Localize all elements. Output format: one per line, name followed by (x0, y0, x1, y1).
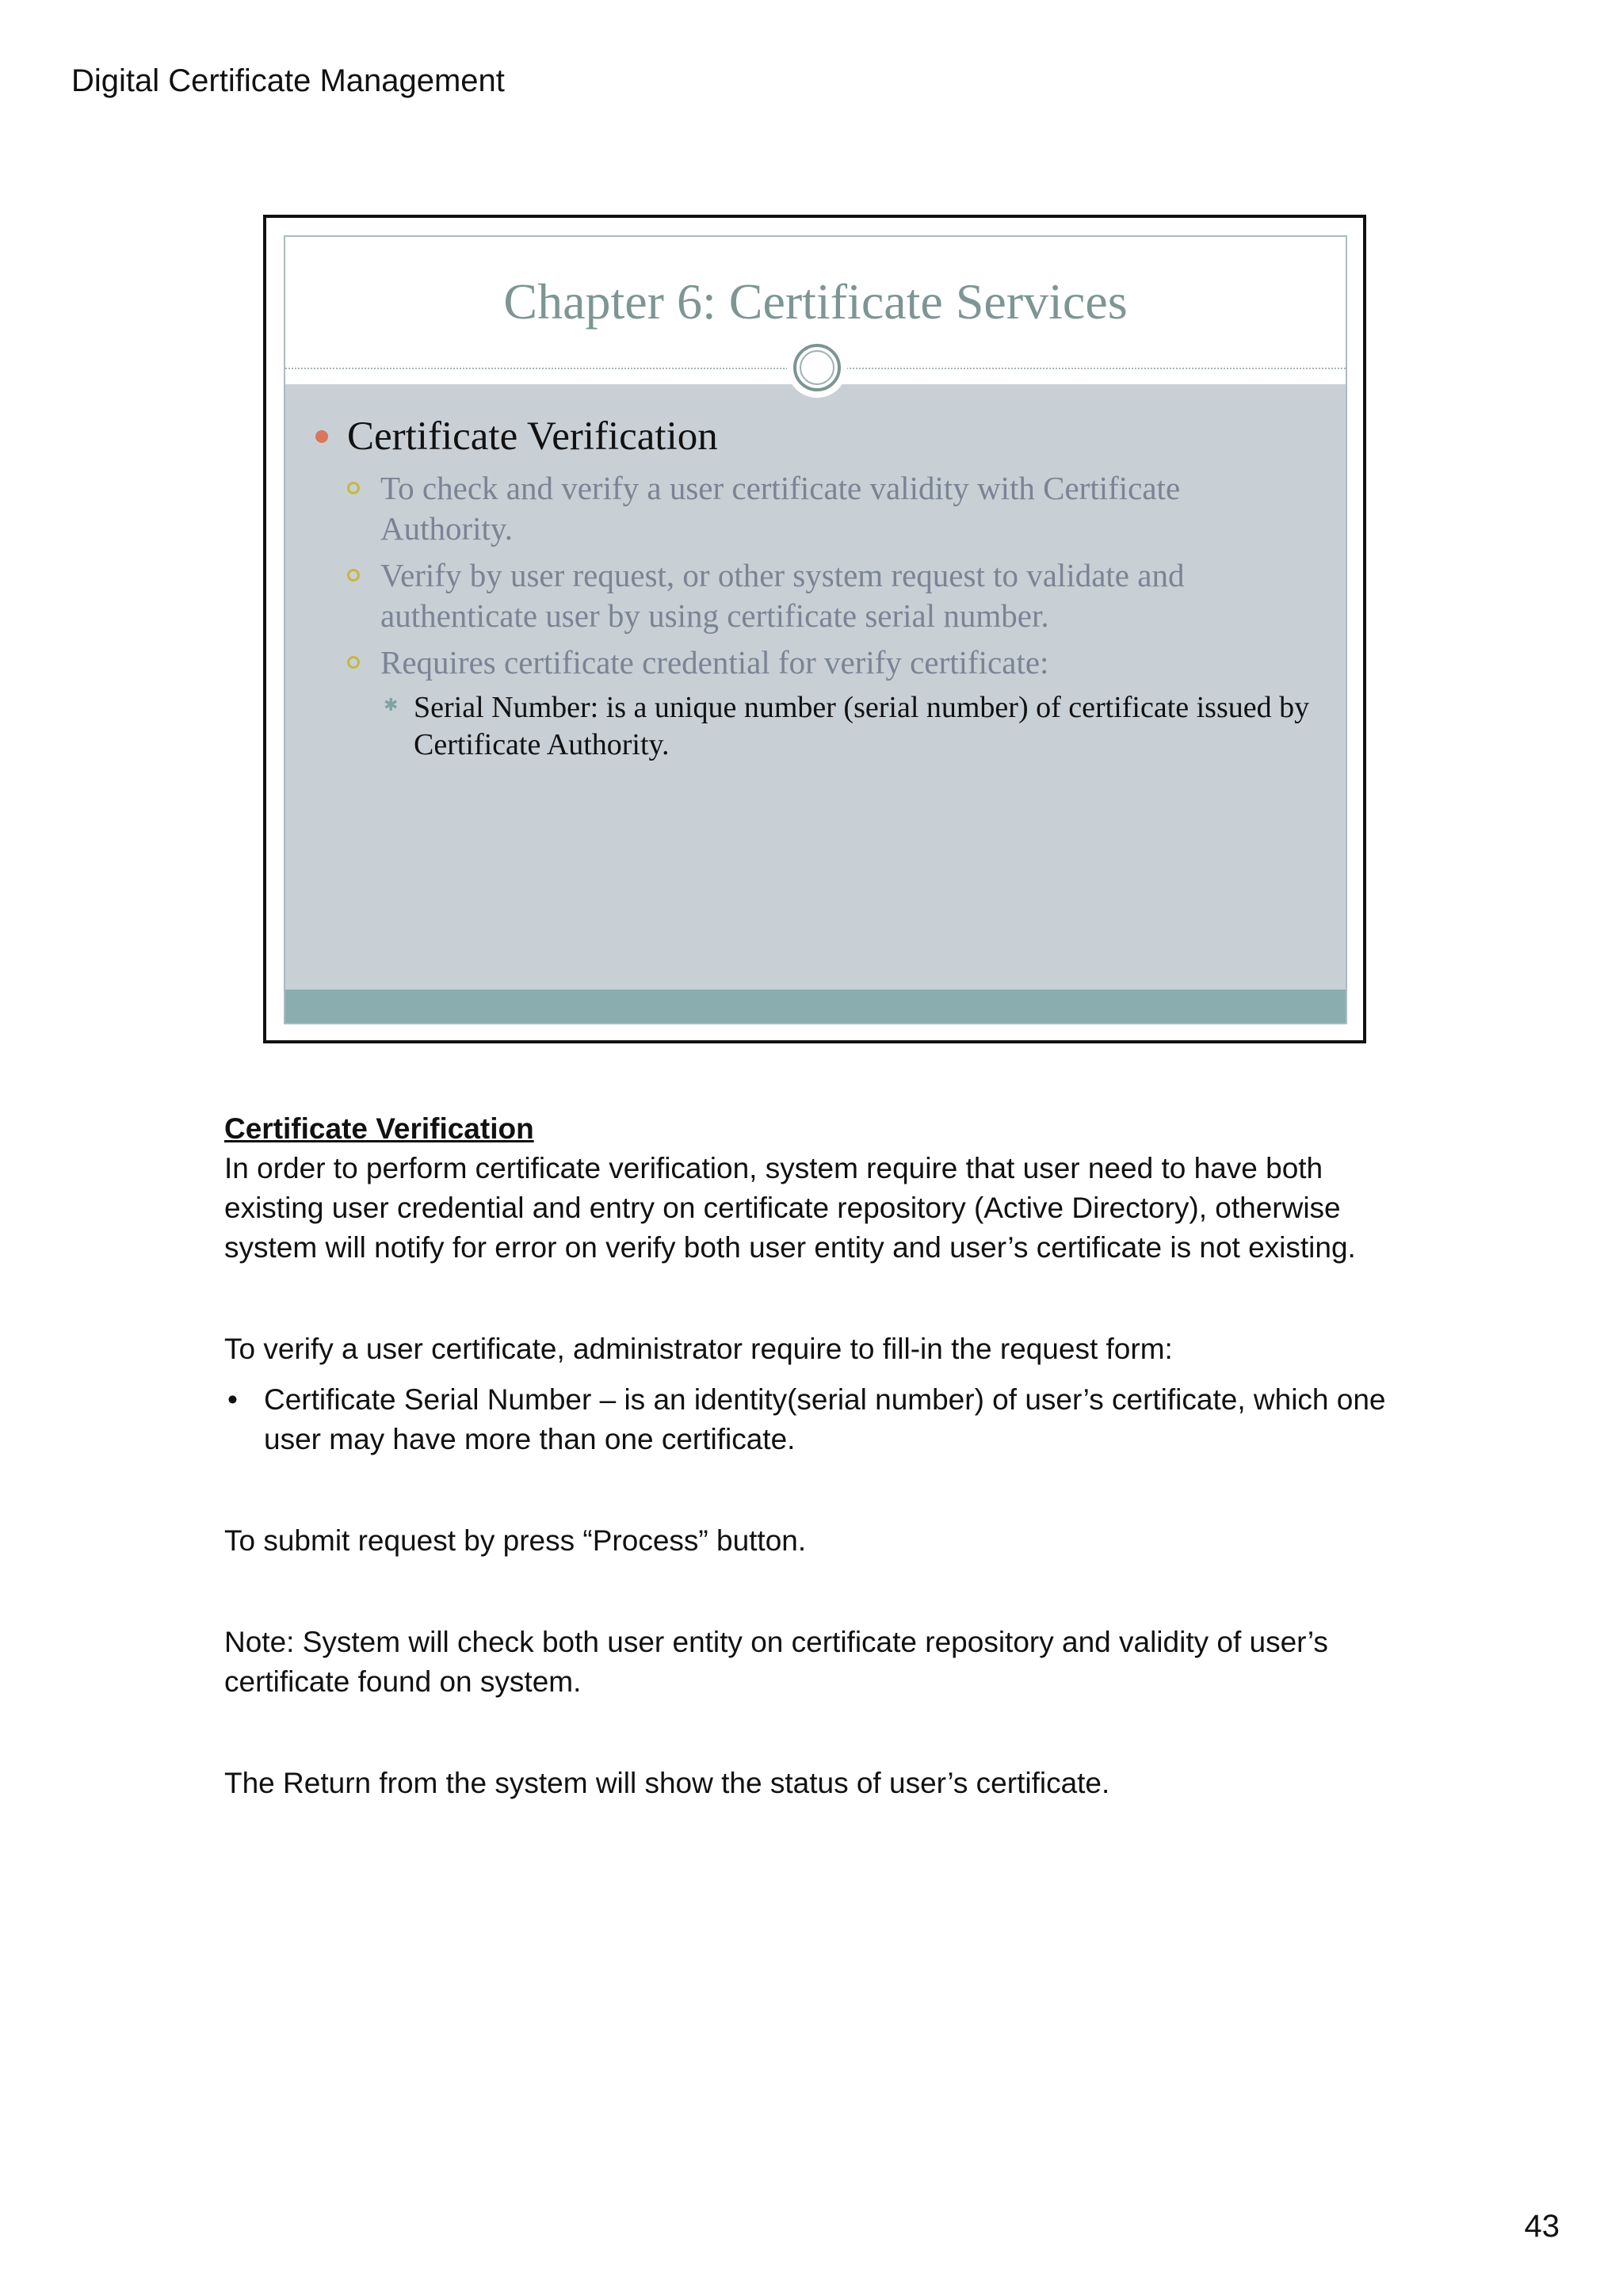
slide-main-bullet (315, 411, 1314, 462)
bullet-ring-icon (347, 656, 360, 669)
slide-sub-bullet (347, 643, 1314, 683)
slide-sub-sub-bullet-text: Serial Number: is a unique number (serial number) of certificate issued by Certificate Authority. (414, 691, 1310, 761)
slide-main-bullet-text: Certificate Verification (347, 414, 718, 459)
slide (284, 235, 1347, 1024)
slide-footer-band (285, 990, 1346, 1024)
section-heading: Certificate Verification (224, 1112, 534, 1145)
ornament-inner-ring (800, 350, 834, 385)
bullet-dot-icon (315, 430, 328, 443)
slide-sub-bullet (347, 468, 1314, 549)
slide-sub-bullet-text: To check and verify a user certificate validity with Certificate Authority. (380, 470, 1181, 547)
slide-content (315, 411, 1314, 764)
slide-title: Chapter 6: Certificate Services (503, 273, 1128, 330)
page-number: 43 (1524, 2209, 1560, 2244)
running-header: Digital Certificate Management (71, 63, 505, 98)
paragraph: To submit request by press “Process” button. (224, 1524, 807, 1557)
slide-sub-sub-bullet (380, 689, 1314, 764)
slide-sub-bullet-text: Verify by user request, or other system request to validate and authenticate user by using certificate serial number. (380, 557, 1185, 634)
document-body (224, 1109, 1429, 1803)
slide-sub-bullet-text: Requires certificate credential for verify certificate: (380, 644, 1049, 681)
note-paragraph: Note: System will check both user entity on certificate repository and validity of user’s certificate found on system. (224, 1626, 1328, 1698)
paragraph: The Return from the system will show the status of user’s certificate. (224, 1767, 1110, 1799)
bullet-ring-icon (347, 482, 360, 494)
circle-ornament-icon (787, 338, 847, 398)
paragraph: To verify a user certificate, administrator require to fill-in the request form: (224, 1333, 1173, 1365)
bullet-dot-icon: • (227, 1383, 238, 1416)
bullet-star-icon: ✱ (384, 696, 399, 715)
slide-image-frame (263, 215, 1366, 1043)
bullet-ring-icon (347, 569, 360, 582)
list-item-text: Certificate Serial Number – is an identity(serial number) of user’s certificate, which one user may have more than one certificate. (264, 1383, 1386, 1455)
paragraph: In order to perform certificate verification, system require that user need to have both existing user credential and entry on certificate repository (Active Directory), otherwise system will notify for error on verify both user entity and user’s certificate is not existing. (224, 1152, 1356, 1264)
list-item (224, 1380, 1429, 1459)
slide-sub-bullet (347, 555, 1314, 636)
